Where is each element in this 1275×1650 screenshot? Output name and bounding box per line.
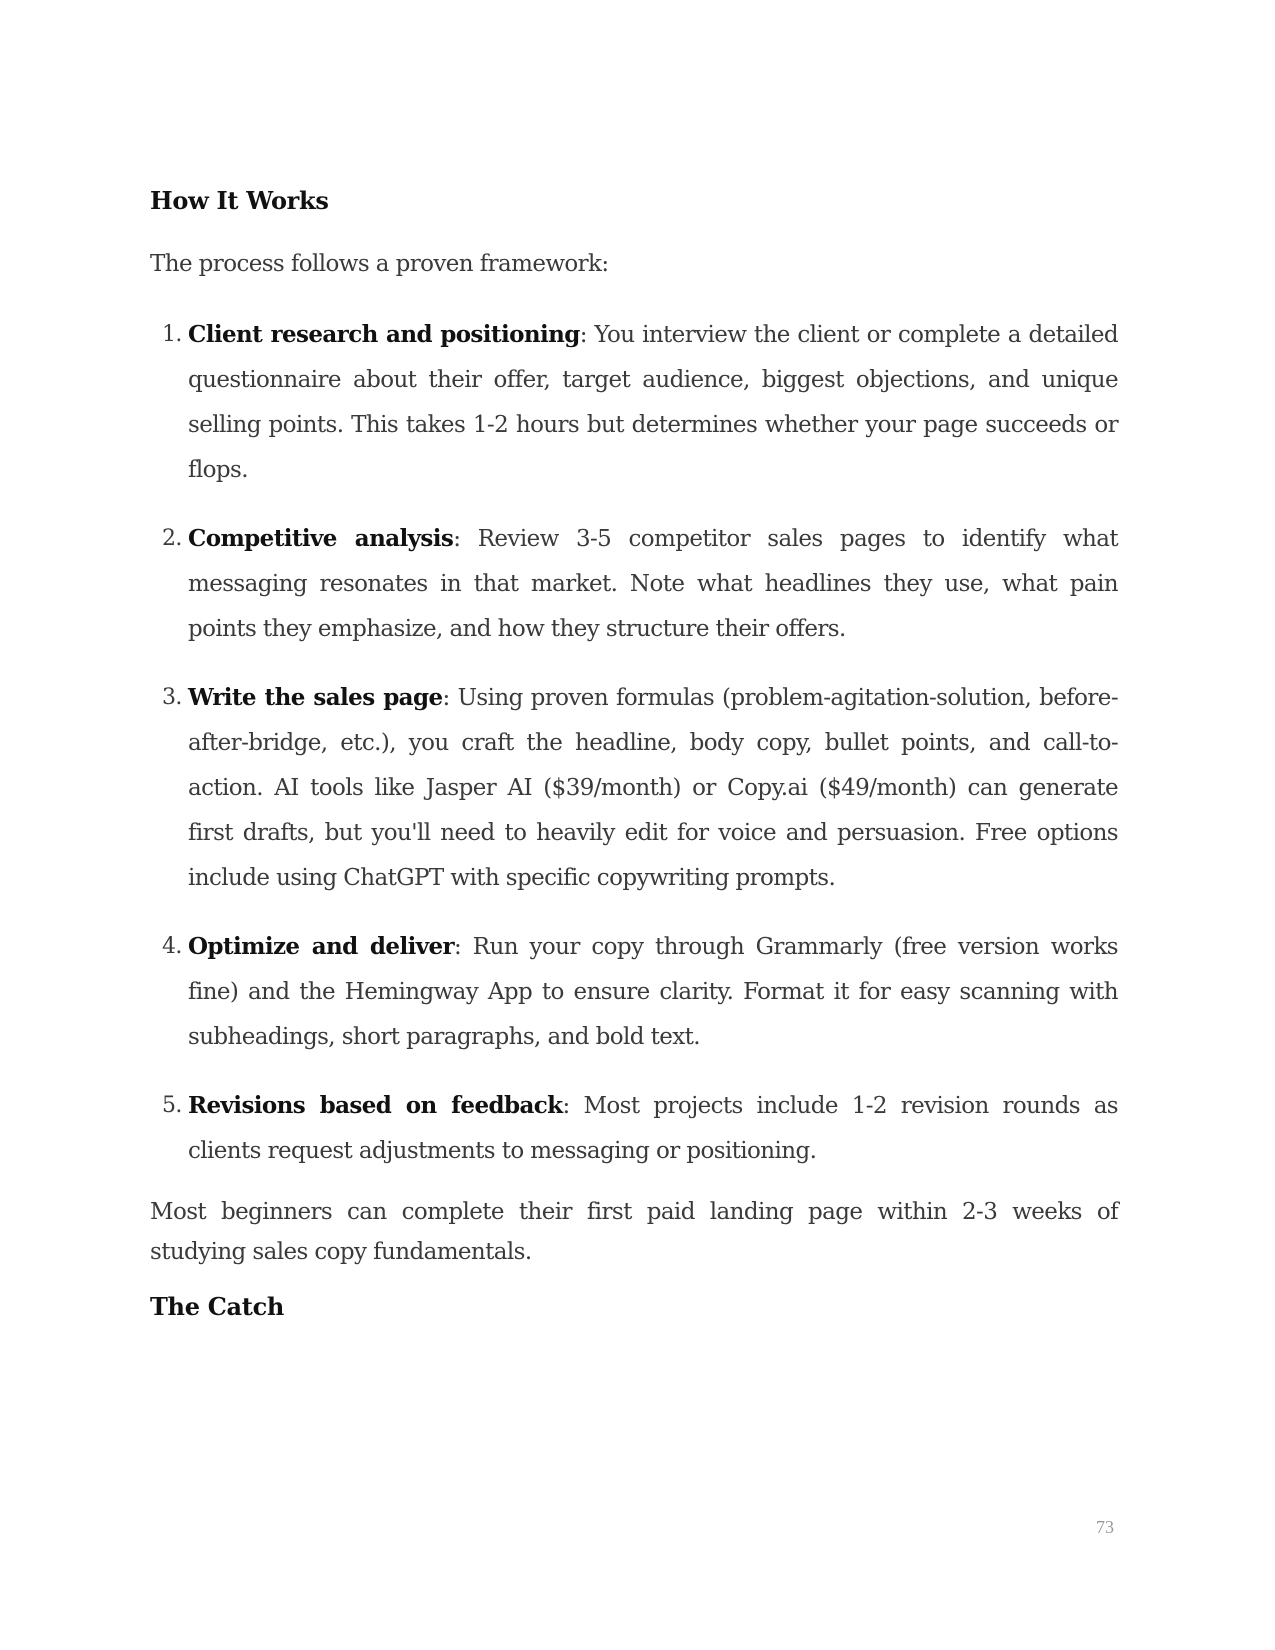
list-item-text: Most projects include 1-2 revision rounds as clients request adjustments to messaging or positioning.	[188, 1093, 1119, 1164]
closing-paragraph: Most beginners can complete their first paid landing page within 2-3 weeks of studying sales copy fundamentals.	[150, 1199, 1118, 1265]
list-item-text: Run your copy through Grammarly (free version works fine) and the Hemingway App to ensure clarity. Format it for easy scanning with subheadings, short paragraphs, and bold text.	[188, 934, 1118, 1050]
intro-paragraph: The process follows a proven framework:	[150, 251, 609, 277]
section-heading-the-catch: The Catch	[150, 1292, 285, 1321]
list-item	[150, 516, 1118, 652]
list-item-term: Optimize and deliver	[188, 933, 455, 960]
list-item-number: 1.	[162, 322, 182, 347]
list-item-separator: :	[579, 322, 587, 348]
list-item-number: 3.	[162, 685, 182, 710]
list-item-separator: :	[562, 1093, 570, 1119]
page-number: 73	[1096, 1517, 1114, 1537]
list-item-text: Review 3-5 competitor sales pages to identify what messaging resonates in that market. Note what headlines they use, what pain points they emphasize, and how they structure their offers.	[188, 526, 1118, 642]
list-item-separator: :	[442, 685, 450, 711]
list-item	[150, 924, 1118, 1060]
list-item-text: Using proven formulas (problem-agitation-solution, before-after-bridge, etc.), you craft the headline, body copy, bullet points, and call-to-action. AI tools like Jasper AI ($39/month) or Copy.ai ($49/month) can generate first drafts, but you'll need to heavily edit for voice and persuasion. Free options include using ChatGPT with specific copywriting prompts.	[188, 685, 1118, 891]
list-item	[150, 312, 1118, 493]
list-item	[150, 675, 1118, 901]
list-item-number: 4.	[162, 934, 182, 959]
list-item-separator: :	[454, 934, 462, 960]
list-item-term: Write the sales page	[188, 684, 443, 711]
list-item-number: 5.	[162, 1093, 182, 1118]
section-heading-how-it-works: How It Works	[150, 186, 329, 215]
list-item-text: You interview the client or complete a detailed questionnaire about their offer, target audience, biggest objections, and unique selling points. This takes 1-2 hours but determines whether your page succeeds or flops.	[188, 322, 1118, 483]
list-item-separator: :	[453, 526, 461, 552]
list-item-term: Client research and positioning	[188, 321, 580, 348]
steps-list	[150, 312, 1118, 1174]
document-page	[150, 186, 1118, 1322]
list-item-term: Revisions based on feedback	[188, 1092, 563, 1119]
list-item-number: 2.	[162, 526, 182, 551]
list-item-term: Competitive analysis	[188, 525, 454, 552]
list-item	[150, 1083, 1118, 1174]
